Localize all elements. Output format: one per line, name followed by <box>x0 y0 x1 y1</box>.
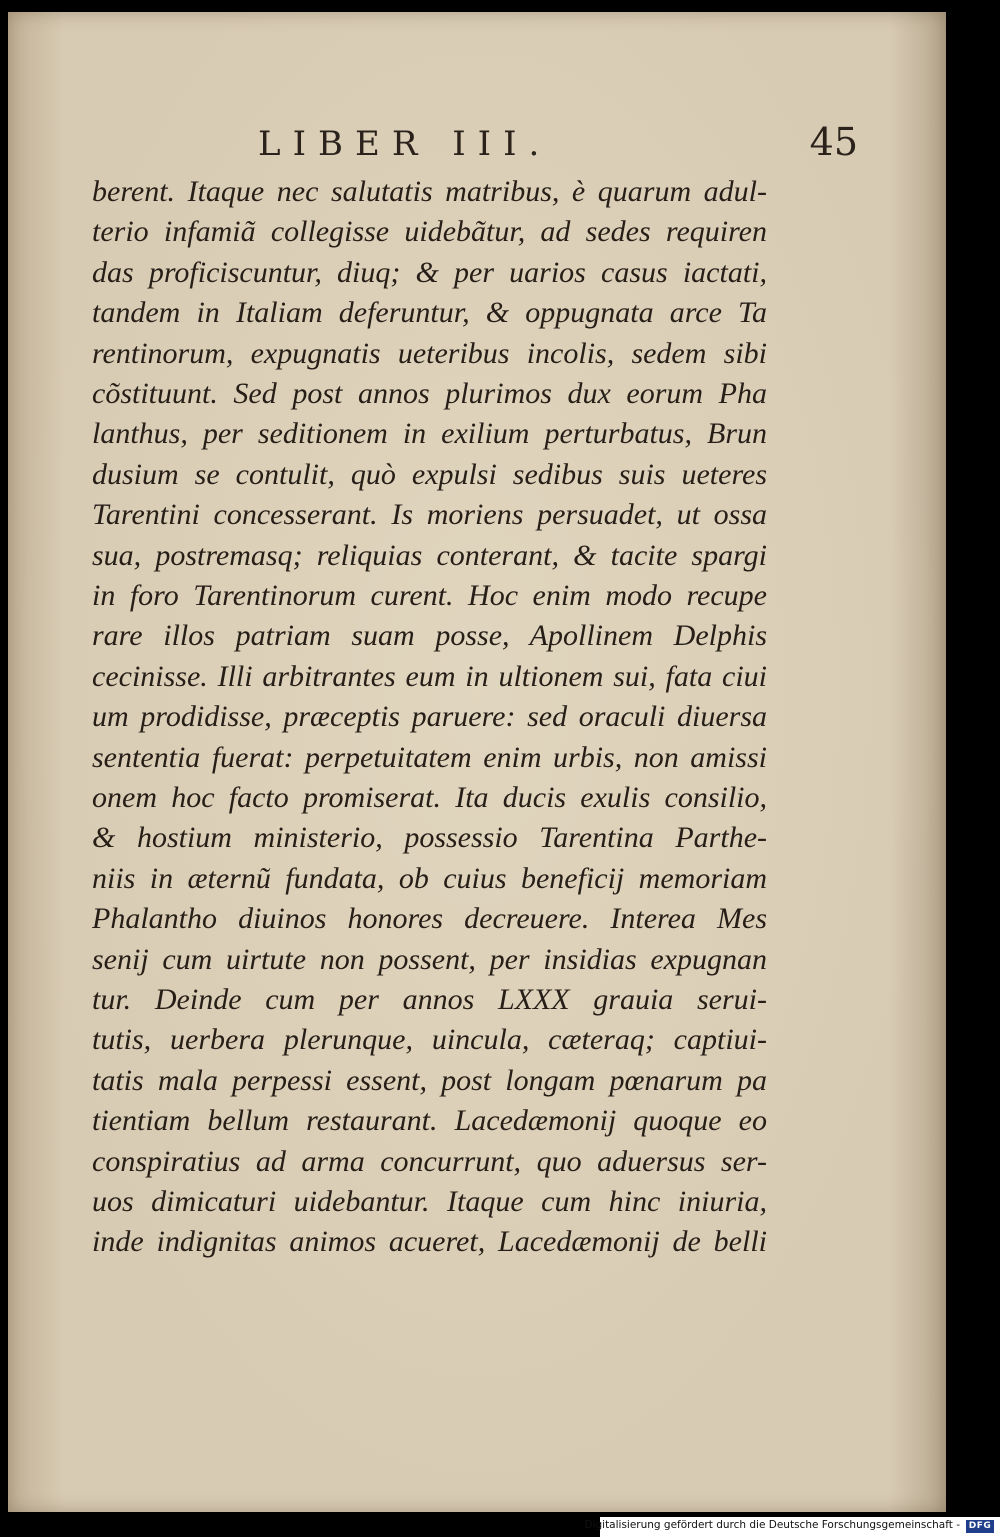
footer-credit-bar <box>584 1517 1000 1537</box>
text-line: das proficiscuntur, diuq; & per uarios casus iactati, <box>92 255 767 289</box>
text-line: lanthus, per seditionem in exilium perturbatus, Brun <box>92 417 767 451</box>
text-line: tur. Deinde cum per annos LXXX grauia serui- <box>92 983 767 1016</box>
text-line: sua, postremasq; reliquias conterant, & tacite spargi <box>92 538 767 572</box>
text-line: & hostium ministerio, possessio Tarentina Parthe- <box>92 821 767 855</box>
text-line: uos dimicaturi uidebantur. Itaque cum hinc iniuria, <box>92 1185 767 1218</box>
text-line: Phalantho diuinos honores decreuere. Interea Mes <box>92 902 767 936</box>
text-line: cõstituunt. Sed post annos plurimos dux eorum Pha <box>92 377 767 410</box>
text-block <box>92 172 767 1262</box>
running-head-title: LIBER III. <box>258 124 552 164</box>
text-line: terio infamiã collegisse uidebãtur, ad sedes requiren <box>92 215 767 249</box>
text-line: in foro Tarentinorum curent. Hoc enim modo recupe <box>92 579 767 612</box>
text-line: dusium se contulit, quò expulsi sedibus suis ueteres <box>92 457 767 491</box>
running-head <box>98 120 858 170</box>
text-line: niis in æternũ fundata, ob cuius beneficij memoriam <box>92 861 767 895</box>
page-number: 45 <box>809 120 858 164</box>
text-line: rare illos patriam suam posse, Apollinem Delphis <box>92 619 767 653</box>
text-line: berent. Itaque nec salutatis matribus, è quarum adul- <box>92 175 767 208</box>
text-line: tientiam bellum restaurant. Lacedæmonij quoque eo <box>92 1104 767 1138</box>
text-line: tutis, uerbera plerunque, uincula, cæteraq; captiui- <box>92 1023 767 1057</box>
text-line: inde indignitas animos acueret, Lacedæmonij de belli <box>92 1225 767 1259</box>
text-line: Tarentini concesserant. Is moriens persuadet, ut ossa <box>92 498 767 532</box>
book-page <box>8 12 946 1512</box>
text-line: rentinorum, expugnatis ueteribus incolis, sedem sibi <box>92 336 767 370</box>
text-line: tatis mala perpessi essent, post longam pœnarum pa <box>92 1063 767 1097</box>
text-line: onem hoc facto promiserat. Ita ducis exulis consilio, <box>92 781 767 814</box>
text-line: tandem in Italiam deferuntur, & oppugnata arce Ta <box>92 296 767 330</box>
text-line: um prodidisse, præceptis paruere: sed oraculi diuersa <box>92 700 767 734</box>
footer-credit-text: Digitalisierung gefördert durch die Deutsche Forschungsgemeinschaft - <box>584 1519 960 1531</box>
text-line: conspiratius ad arma concurrunt, quo aduersus ser- <box>92 1144 767 1178</box>
text-line: sententia fuerat: perpetuitatem enim urbis, non amissi <box>92 740 767 774</box>
text-line: cecinisse. Illi arbitrantes eum in ultionem sui, fata ciui <box>92 659 767 693</box>
text-line: senij cum uirtute non possent, per insidias expugnan <box>92 942 767 976</box>
dfg-logo: DFG <box>966 1520 994 1533</box>
